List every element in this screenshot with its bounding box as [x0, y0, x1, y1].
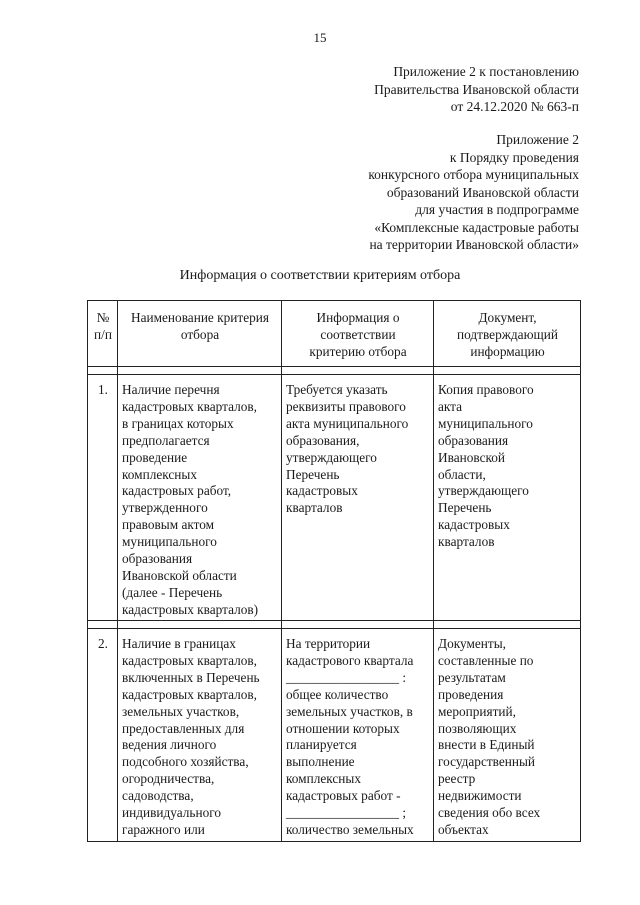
header-line: № — [96, 310, 110, 325]
header-line: соответствии — [320, 326, 396, 342]
appendix-subheader-line: конкурсного отбора муниципальных — [368, 167, 579, 182]
document-line: объектах — [438, 821, 489, 837]
document-line: акта — [438, 398, 463, 414]
criterion-line: проведение — [122, 449, 188, 465]
criterion-line: правовым актом — [122, 517, 215, 533]
info-line: комплексных — [286, 771, 361, 787]
info-line: Требуется указать — [286, 382, 388, 397]
row-number-text: 2. — [98, 636, 108, 651]
table-spacer-row — [88, 621, 581, 629]
appendix-header-line: от 24.12.2020 № 663-п — [450, 99, 579, 114]
info-line: утверждающего — [286, 449, 377, 465]
document-line: кварталов — [438, 534, 495, 550]
info-line: На территории — [286, 636, 371, 651]
info-line: _________________ ; — [286, 805, 407, 821]
info-line: _________________ : — [286, 669, 407, 685]
document-line: проведения — [438, 686, 504, 702]
criterion-cell — [118, 375, 282, 621]
info-line: кадастровых — [286, 483, 358, 499]
document-line: утверждающего — [438, 483, 529, 499]
info-line: реквизиты правового — [286, 398, 406, 414]
criterion-line: кадастровых кварталов) — [122, 601, 259, 617]
header-line: Наименование критерия — [131, 310, 269, 325]
appendix-subheader-line: «Комплексные кадастровые работы — [374, 219, 579, 235]
criterion-line: огородничества, — [122, 771, 215, 787]
appendix-subheader — [368, 131, 579, 254]
info-line: общее количество — [286, 686, 389, 702]
document-line: государственный — [438, 754, 536, 770]
row-number — [88, 375, 118, 621]
info-line: кварталов — [286, 500, 343, 516]
criterion-line: кадастровых кварталов, — [122, 686, 258, 702]
info-line: образования, — [286, 432, 360, 448]
criterion-line: кадастровых работ, — [122, 483, 232, 499]
document-line: Перечень — [438, 500, 492, 516]
criterion-line: индивидуального — [122, 805, 221, 821]
info-line: акта муниципального — [286, 415, 409, 431]
info-line: отношении которых — [286, 720, 400, 736]
document-line: области, — [438, 466, 486, 482]
header-cell-number — [88, 301, 118, 367]
criterion-line: муниципального — [122, 534, 217, 550]
criterion-line: кадастровых кварталов, — [122, 652, 258, 668]
row-number — [88, 629, 118, 842]
table-spacer-row — [88, 367, 581, 375]
appendix-header-line: Приложение 2 к постановлению — [393, 64, 579, 79]
document-line: образования — [438, 432, 509, 448]
criteria-table — [87, 300, 581, 842]
table-row — [88, 375, 581, 621]
document-line: позволяющих — [438, 720, 517, 736]
header-cell-criterion — [118, 301, 282, 367]
document-line: Документы, — [438, 636, 506, 651]
document-cell — [434, 375, 581, 621]
criterion-line: предоставленных для — [122, 720, 245, 736]
criterion-line: включенных в Перечень — [122, 669, 260, 685]
document-line: кадастровых — [438, 517, 510, 533]
header-line: Документ, — [478, 310, 537, 325]
document-line: внести в Единый — [438, 737, 535, 753]
criterion-line: кадастровых кварталов, — [122, 398, 258, 414]
header-cell-document — [434, 301, 581, 367]
header-line: информацию — [470, 343, 545, 359]
info-line: количество земельных — [286, 821, 414, 837]
appendix-header-line: Правительства Ивановской области — [374, 81, 579, 97]
row-number-text: 1. — [98, 382, 108, 397]
info-line: Перечень — [286, 466, 340, 482]
document-line: мероприятий, — [438, 703, 516, 719]
appendix-subheader-line: Приложение 2 — [496, 132, 579, 147]
info-line: кадастровых работ - — [286, 788, 401, 804]
info-line: кадастрового квартала — [286, 652, 414, 668]
criterion-line: (далее - Перечень — [122, 584, 223, 600]
header-line: отбора — [180, 326, 220, 342]
criterion-line: Ивановской области — [122, 567, 237, 583]
header-line: Информация о — [316, 310, 400, 325]
criterion-line: Наличие в границах — [122, 636, 236, 651]
criterion-line: садоводства, — [122, 788, 194, 804]
appendix-subheader-line: на территории Ивановской области» — [369, 237, 579, 252]
info-cell — [282, 629, 434, 842]
document-line: реестр — [438, 771, 476, 787]
header-cell-info — [282, 301, 434, 367]
document-line: сведения обо всех — [438, 805, 541, 821]
header-line: критерию отбора — [309, 343, 407, 359]
criterion-cell — [118, 629, 282, 842]
document-line: составленные по — [438, 652, 534, 668]
criterion-line: комплексных — [122, 466, 197, 482]
info-cell — [282, 375, 434, 621]
info-line: планируется — [286, 737, 357, 753]
info-line: земельных участков, в — [286, 703, 413, 719]
appendix-header — [374, 63, 579, 116]
document-cell — [434, 629, 581, 842]
document-line: недвижимости — [438, 788, 522, 804]
criterion-line: утвержденного — [122, 500, 208, 516]
appendix-subheader-line: к Порядку проведения — [449, 149, 579, 165]
criterion-line: подсобного хозяйства, — [122, 754, 249, 770]
document-line: муниципального — [438, 415, 533, 431]
criterion-line: ведения личного — [122, 737, 217, 753]
info-line: выполнение — [286, 754, 355, 770]
criterion-line: образования — [122, 551, 193, 567]
document-line: Ивановской — [438, 449, 506, 465]
appendix-subheader-line: образований Ивановской области — [386, 184, 579, 200]
criterion-line: гаражного или — [122, 821, 205, 837]
page-number: 15 — [313, 30, 327, 45]
criterion-line: Наличие перечня — [122, 382, 220, 397]
header-line: подтверждающий — [457, 326, 558, 342]
table-row — [88, 629, 581, 842]
document-line: Копия правового — [438, 382, 534, 397]
criterion-line: предполагается — [122, 432, 210, 448]
appendix-subheader-line: для участия в подпрограмме — [415, 202, 579, 217]
document-line: результатам — [438, 669, 506, 685]
table-header-row — [88, 301, 581, 367]
header-line: п/п — [94, 326, 112, 342]
table-title: Информация о соответствии критериям отбора — [179, 268, 461, 283]
criterion-line: земельных участков, — [122, 703, 240, 719]
criterion-line: в границах которых — [122, 415, 234, 431]
